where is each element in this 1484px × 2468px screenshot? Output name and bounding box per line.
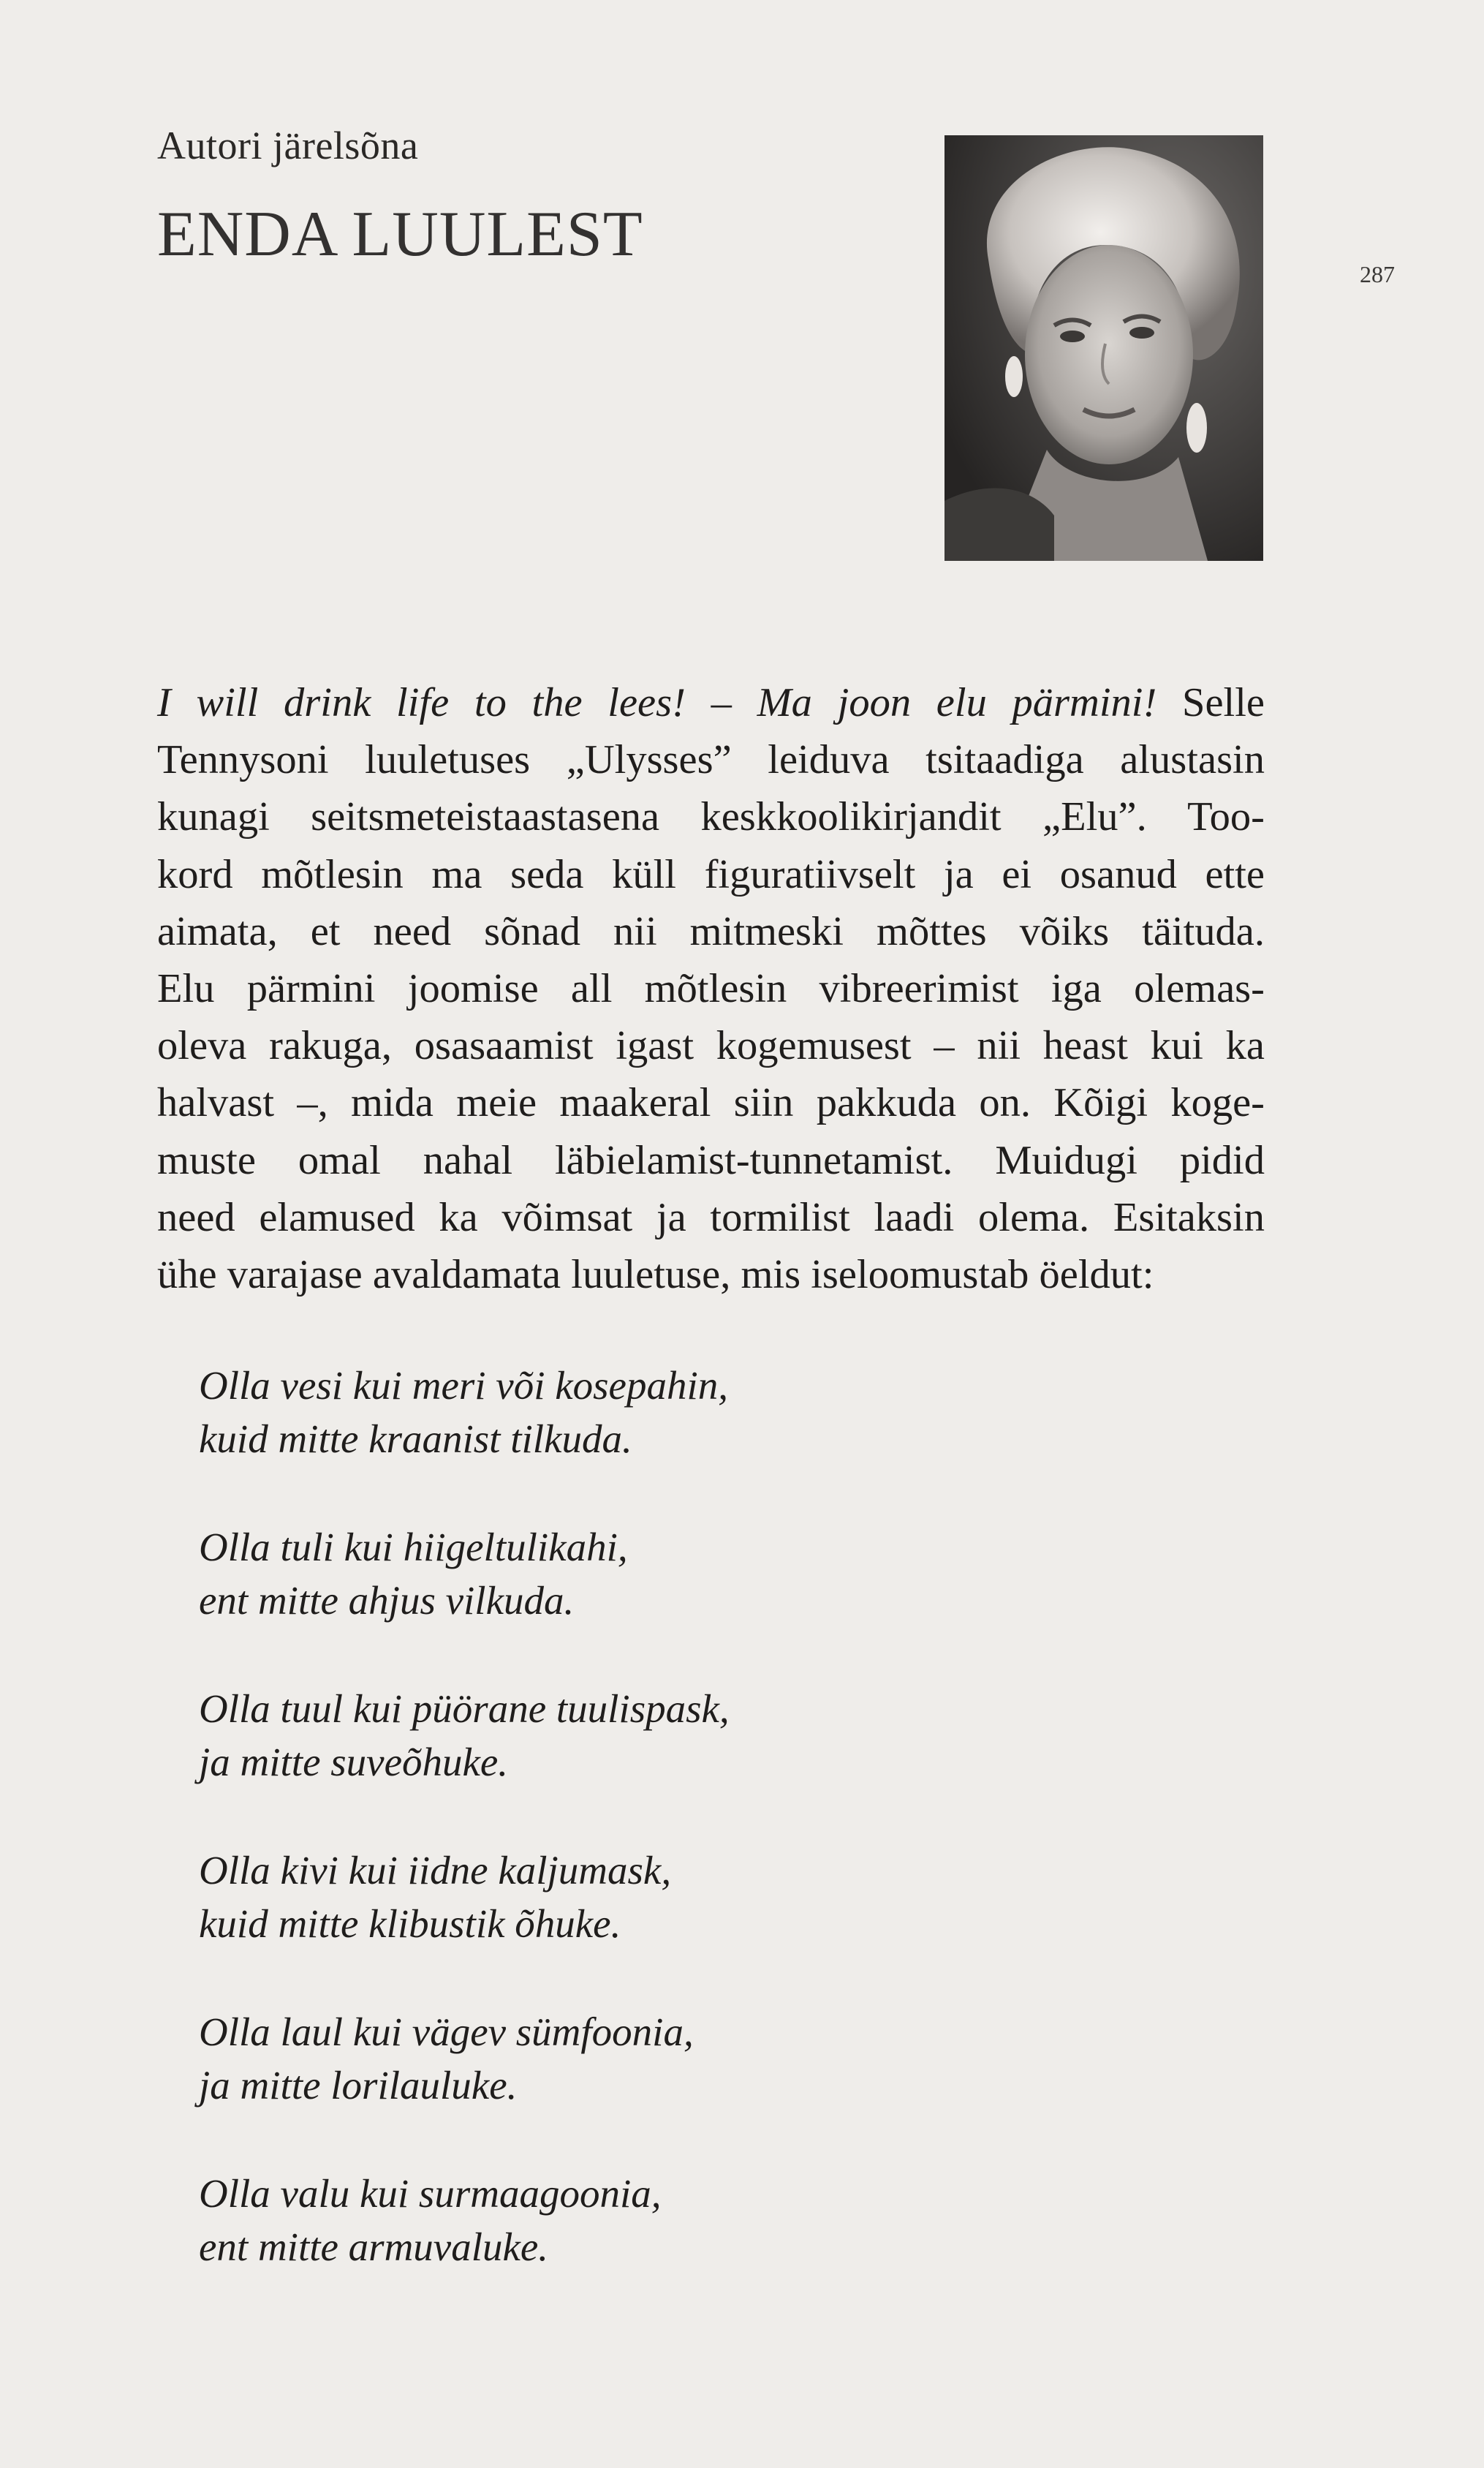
- body-line: I will drink life to the lees! – Ma joon elu pärmini! Selle: [157, 680, 1265, 725]
- poem-stanza: [199, 1682, 730, 1789]
- section-kicker: Autori järelsõna: [157, 124, 419, 167]
- body-line: aimata, et need sõnad nii mitmeski mõttes võiks täituda.: [157, 908, 1265, 954]
- chapter-title: ENDA LUULEST: [157, 199, 643, 270]
- poem-stanza: [199, 1844, 730, 1950]
- poem-verse: ja mitte lorilauluke.: [199, 2063, 518, 2107]
- poem-stanza: [199, 1520, 730, 1627]
- body-line: oleva rakuga, osasaamist igast kogemusest – nii heast kui ka: [157, 1023, 1265, 1069]
- page-number: 287: [1360, 261, 1395, 287]
- poem-verse: Olla laul kui vägev sümfoonia,: [199, 2010, 694, 2054]
- body-line: muste omal nahal läbielamist-tunnetamist. Muidugi pidid: [157, 1137, 1265, 1183]
- body-paragraph: [157, 674, 1265, 1303]
- poem-verse: Olla kivi kui iidne kaljumask,: [199, 1848, 672, 1892]
- poem-verse: ent mitte ahjus vilkuda.: [199, 1578, 575, 1623]
- body-line: kunagi seitsmeteistaastasena keskkoolikirjandit „Elu”. Too-: [157, 794, 1265, 840]
- poem: [199, 1359, 730, 2328]
- poem-verse: Olla tuul kui püörane tuulispask,: [199, 1686, 730, 1731]
- body-line: kord mõtlesin ma seda küll figuratiivselt ja ei osanud ette: [157, 851, 1265, 897]
- poem-verse: Olla vesi kui meri või kosepahin,: [199, 1363, 728, 1408]
- poem-stanza: [199, 1359, 730, 1465]
- poem-verse: ja mitte suveõhuke.: [199, 1740, 509, 1784]
- body-line: Tennysoni luuletuses „Ulysses” leiduva tsitaadiga alustasin: [157, 737, 1265, 783]
- poem-verse: kuid mitte kraanist tilkuda.: [199, 1416, 632, 1461]
- poem-verse: Olla valu kui surmaagoonia,: [199, 2171, 662, 2216]
- poem-verse: Olla tuli kui hiigeltulikahi,: [199, 1525, 628, 1569]
- body-line: halvast –, mida meie maakeral siin pakkuda on. Kõigi koge-: [157, 1080, 1265, 1126]
- tennyson-quote: I will drink life to the lees! – Ma joon elu pärmini!: [157, 680, 1157, 725]
- body-line: Elu pärmini joomise all mõtlesin vibreerimist iga olemas-: [157, 965, 1265, 1011]
- poem-stanza: [199, 2167, 730, 2273]
- poem-verse: ent mitte armuvaluke.: [199, 2224, 549, 2269]
- poem-stanza: [199, 2005, 730, 2112]
- body-line: ühe varajase avaldamata luuletuse, mis iseloomustab öeldut:: [157, 1251, 1154, 1297]
- portrait-photo-icon: [944, 135, 1263, 561]
- body-line: need elamused ka võimsat ja tormilist laadi olema. Esitaksin: [157, 1194, 1265, 1240]
- author-portrait: [944, 135, 1263, 561]
- poem-verse: kuid mitte klibustik õhuke.: [199, 1901, 621, 1946]
